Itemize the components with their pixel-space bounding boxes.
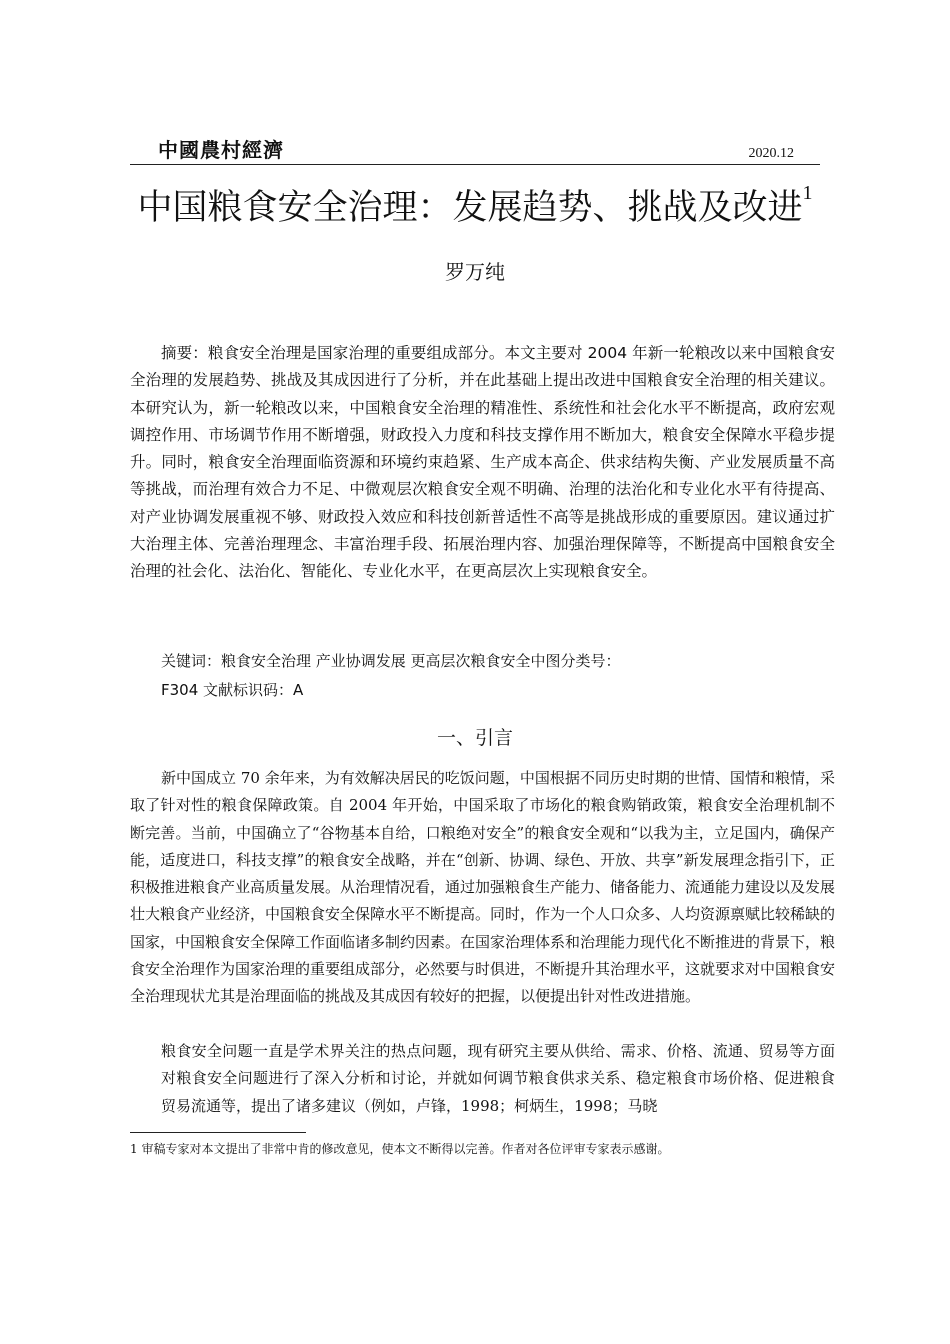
footnote-divider xyxy=(130,1132,306,1133)
author-name: 罗万纯 xyxy=(445,260,505,284)
body-paragraph: 粮食安全问题一直是学术界关注的热点问题，现有研究主要从供给、需求、价格、流通、贸易等方面对粮食安全问题进行了深入分析和讨论，并就如何调节粮食供求关系、稳定粮食市场价格、促进粮食贸易流通等，提出了诸多建议（例如，卢锋，1998；柯炳生，1998；马晓 xyxy=(161,1042,835,1115)
body-paragraph: 新中国成立 70 余年来，为有效解决居民的吃饭问题，中国根据不同历史时期的世情、国情和粮情，采取了针对性的粮食保障政策。自 2004 年开始，中国采取了市场化的粮食购销政策，粮食安全治理机制不断完善。当前，中国确立了“谷物基本自给，口粮绝对安全”的粮食安全观和“以我为主，立足国内，确保产能，适度进口，科技支撑”的粮食安全战略，并在“创新、协调、绿色、开放、共享”新发展理念指引下，正积极推进粮食产业高质量发展。从治理情况看，通过加强粮食生产能力、储备能力、流通能力建设以及发展壮大粮食产业经济，中国粮食安全保障水平不断提高。同时，作为一个人口众多、人均资源禀赋比较稀缺的国家，中国粮食安全保障工作面临诸多制约因素。在国家治理体系和治理能力现代化不断推进的背景下，粮食安全治理作为国家治理的重要组成部分，必然要与时俱进，不断提升其治理水平，这就要求对中国粮食安全治理现状尤其是治理面临的挑战及其成因有较好的把握，以便提出针对性改进措施。 xyxy=(130,769,836,1006)
keywords: 关键词：粮食安全治理 产业协调发展 更高层次粮食安全中图分类号： xyxy=(161,652,621,670)
journal-logo: 中國農村經濟 xyxy=(158,138,284,162)
abstract: 摘要：粮食安全治理是国家治理的重要组成部分。本文主要对 2004 年新一轮粮改以来中国粮食安全治理的发展趋势、挑战及其成因进行了分析，并在此基础上提出改进中国粮食安全治理的相关建议。本研究认为，新一轮粮改以来，中国粮食安全治理的精准性、系统性和社会化水平不断提高，政府宏观调控作用、市场调节作用不断增强，财政投入力度和科技支撑作用不断加大，粮食安全保障水平稳步提升。同时，粮食安全治理面临资源和环境约束趋紧、生产成本高企、供求结构失衡、产业发展质量不高等挑战，而治理有效合力不足、中微观层次粮食安全观不明确、治理的法治化和专业化水平有待提高、对产业协调发展重视不够、财政投入效应和科技创新普适性不高等是挑战形成的重要原因。建议通过扩大治理主体、完善治理理念、丰富治理手段、拓展治理内容、加强治理保障等，不断提高中国粮食安全治理的社会化、法治化、智能化、专业化水平，在更高层次上实现粮食安全。 xyxy=(130,344,835,581)
classification-codes: F304 文献标识码：A xyxy=(161,681,304,699)
issue-date: 2020.12 xyxy=(748,146,794,161)
title-footnote-marker: 1 xyxy=(802,182,813,204)
section-heading-introduction: 一、引言 xyxy=(436,727,513,749)
footnote: 1 审稿专家对本文提出了非常中肯的修改意见，使本文不断得以完善。作者对各位评审专家表示感谢。 xyxy=(130,1142,670,1156)
article-title xyxy=(130,180,820,230)
title-text: 中国粮食安全治理：发展趋势、挑战及改进 xyxy=(137,188,803,228)
page-header xyxy=(130,132,820,165)
